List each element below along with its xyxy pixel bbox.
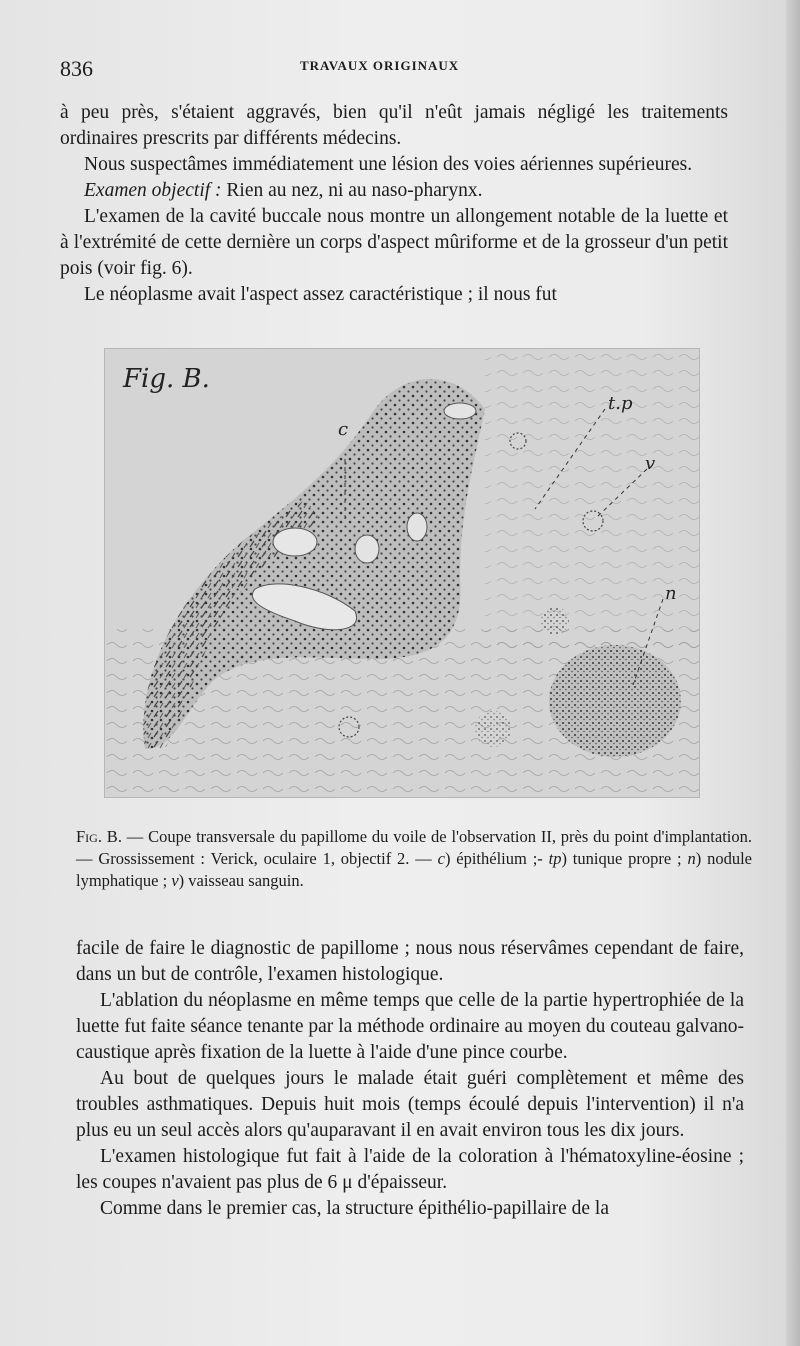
- paragraph: [60, 178, 728, 204]
- caption-letter: c: [437, 849, 445, 868]
- label-tp: t.p: [608, 393, 633, 414]
- examen-text: Rien au nez, ni au naso-pharynx.: [221, 180, 483, 201]
- paragraph: Comme dans le premier cas, la structure épithélio-papillaire de la: [100, 1198, 609, 1219]
- caption-part: ) nodule lymphatique ;: [76, 849, 752, 890]
- caption-letter: n: [687, 849, 696, 868]
- page-edge-shadow: [786, 0, 800, 1346]
- paragraph: Nous suspectâmes immédiatement une lésion des voies aériennes supérieures.: [84, 154, 693, 175]
- paragraph: L'examen de la cavité buccale nous montre un allongement notable de la luette et à l'extrémité de cette dernière un corps d'aspect mûriforme et de la grosseur d'un petit pois (voir fig. 6).: [60, 206, 728, 279]
- caption-part: ) tunique propre ;: [561, 849, 688, 868]
- page-number: 836: [60, 56, 93, 81]
- paragraph: Au bout de quelques jours le malade était guéri complètement et même des troubles asthmatiques. Depuis huit mois (temps écoulé depuis l'intervention) il n'a plus eu un seul accès alors qu'auparavant il en avait environ tous les dix jours.: [76, 1068, 744, 1141]
- bottom-text-block: [76, 936, 744, 1222]
- caption-letter: tp: [548, 849, 562, 868]
- caption-part: ) vaisseau sanguin.: [178, 871, 304, 890]
- paragraph: L'ablation du néoplasme en même temps que celle de la partie hypertrophiée de la luette fut faite séance tenante par la méthode ordinaire au moyen du couteau galvano-caustique après fixation de la luette à l'aide d'une pince courbe.: [76, 990, 744, 1063]
- label-c: c: [338, 419, 349, 440]
- figure-handwritten-title: Fig. B.: [123, 364, 210, 394]
- paragraph: Le néoplasme avait l'aspect assez caractéristique ; il nous fut: [84, 284, 557, 305]
- histology-drawing: [105, 349, 699, 797]
- paragraph: à peu près, s'étaient aggravés, bien qu'il n'eût jamais négligé les traitements ordinaires prescrits par différents médecins.: [60, 102, 728, 149]
- examen-label: Examen objectif :: [84, 180, 222, 201]
- figure-caption: [76, 826, 752, 892]
- histology-figure: [104, 348, 700, 798]
- paragraph: facile de faire le diagnostic de papillome ; nous nous réservâmes cependant de faire, dans un but de contrôle, l'examen histologique.: [76, 938, 744, 985]
- paragraph: L'examen histologique fut fait à l'aide de la coloration à l'hématoxyline-éosine ; les coupes n'avaient pas plus de 6 μ d'épaisseur.: [76, 1146, 744, 1193]
- caption-text: [76, 826, 752, 892]
- label-n: n: [665, 583, 677, 604]
- top-text-block: [60, 100, 728, 308]
- label-v: v: [645, 453, 656, 474]
- caption-part: — Coupe transversale du papillome du voile de l'observation II, près du point d'implantation. — Grossissement : Verick, oculaire 1, objectif 2. —: [76, 827, 752, 868]
- running-title: TRAVAUX ORIGINAUX: [300, 58, 460, 73]
- caption-letter: v: [171, 871, 179, 890]
- page-header: [60, 52, 720, 82]
- caption-part: ) épithélium ;-: [444, 849, 549, 868]
- caption-fig-label: Fig. B.: [76, 827, 122, 846]
